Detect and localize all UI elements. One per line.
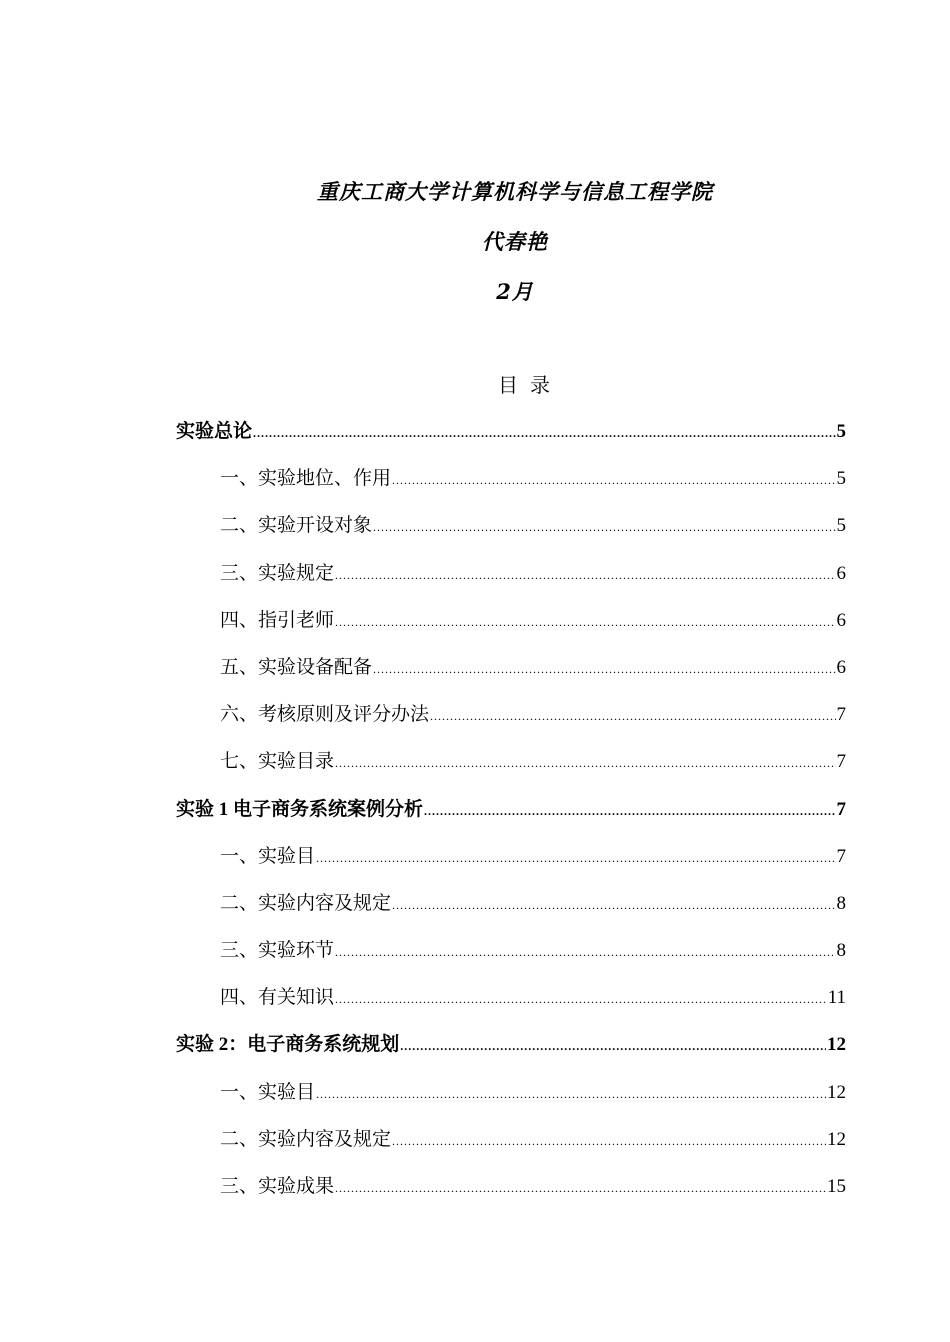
toc-leader-dots (335, 740, 835, 785)
toc-entry-page-number: 7 (836, 798, 846, 820)
toc-leader-dots (335, 599, 835, 644)
toc-entry-page-number: 7 (836, 704, 846, 726)
toc-entry-page-number: 6 (836, 609, 846, 631)
toc-entry[interactable] (176, 833, 846, 880)
toc-leader-dots (335, 552, 835, 597)
toc-entry[interactable] (176, 738, 846, 785)
toc-entry[interactable] (176, 1163, 846, 1210)
toc-entry-page-number: 5 (836, 468, 846, 490)
toc-leader-dots (400, 1023, 826, 1068)
toc-entry-page-number: 12 (827, 1081, 846, 1103)
toc-entry-label: 四、有关知识 (220, 987, 335, 1009)
toc-entry[interactable] (176, 408, 846, 455)
toc-entry-label: 七、实验目录 (220, 751, 335, 773)
toc-entry-page-number: 5 (836, 515, 846, 537)
toc-leader-dots (424, 788, 835, 833)
toc-entry[interactable] (176, 550, 846, 597)
toc-entry-label: 三、实验成果 (220, 1176, 335, 1197)
toc-entry-page-number: 12 (827, 1128, 846, 1150)
author-name: 代春艳 (482, 229, 548, 254)
toc-entry-label: 三、实验环节 (220, 940, 335, 962)
toc-entry-label: 一、实验地位、作用 (220, 468, 392, 490)
toc-leader-dots (316, 1071, 826, 1116)
toc-entry-page-number: 7 (836, 751, 846, 773)
toc-entry-label: 六、考核原则及评分办法 (220, 704, 430, 726)
toc-entry[interactable] (176, 597, 846, 644)
toc-entry[interactable] (176, 455, 846, 502)
toc-entry-label: 实验 1 电子商务系统案例分析 (176, 798, 424, 820)
toc-entry-page-number: 6 (836, 562, 846, 584)
date-month: 2月 (496, 279, 534, 304)
toc-entry[interactable] (176, 502, 846, 549)
toc-entry-label: 二、实验内容及规定 (220, 892, 392, 914)
toc-leader-dots (316, 835, 835, 880)
toc-entry[interactable] (176, 1021, 846, 1068)
toc-entry-page-number: 11 (827, 987, 846, 1009)
table-of-contents (176, 408, 846, 1210)
toc-leader-dots (335, 976, 827, 1021)
toc-leader-dots (430, 693, 835, 738)
toc-entry-label: 三、实验规定 (220, 562, 335, 584)
toc-entry-label: 二、实验开设对象 (220, 515, 373, 537)
toc-entry-page-number: 6 (836, 656, 846, 678)
toc-entry[interactable] (176, 974, 846, 1021)
toc-entry[interactable] (176, 1069, 846, 1116)
toc-entry-page-number: 8 (836, 892, 846, 914)
toc-entry[interactable] (176, 786, 846, 833)
toc-entry-page-number: 12 (827, 1034, 846, 1056)
toc-entry-label: 实验 2：电子商务系统规划 (176, 1034, 400, 1056)
toc-entry-page-number: 7 (836, 845, 846, 867)
toc-entry-label: 四、指引老师 (220, 609, 335, 631)
toc-leader-dots (392, 457, 835, 502)
toc-entry-label: 一、实验目 (220, 845, 316, 867)
toc-entry-label: 实验总论 (176, 421, 253, 442)
toc-leader-dots (392, 1118, 826, 1163)
toc-entry[interactable] (176, 644, 846, 691)
toc-entry[interactable] (176, 927, 846, 974)
toc-entry-page-number: 8 (836, 940, 846, 962)
toc-leader-dots (373, 646, 835, 691)
toc-leader-dots (373, 504, 835, 549)
toc-leader-dots (335, 1165, 826, 1210)
toc-entry-label: 一、实验目 (220, 1081, 316, 1103)
toc-entry-page-number: 15 (827, 1176, 846, 1197)
toc-entry[interactable] (176, 1116, 846, 1163)
toc-leader-dots (392, 882, 835, 927)
toc-leader-dots (335, 929, 835, 974)
toc-entry-page-number: 5 (836, 421, 846, 442)
toc-entry-label: 二、实验内容及规定 (220, 1128, 392, 1150)
toc-title: 目录 (498, 375, 562, 397)
toc-entry[interactable] (176, 880, 846, 927)
toc-entry[interactable] (176, 691, 846, 738)
institution-title: 重庆工商大学计算机科学与信息工程学院 (317, 179, 713, 204)
toc-entry-label: 五、实验设备配备 (220, 656, 373, 678)
toc-leader-dots (253, 410, 835, 455)
